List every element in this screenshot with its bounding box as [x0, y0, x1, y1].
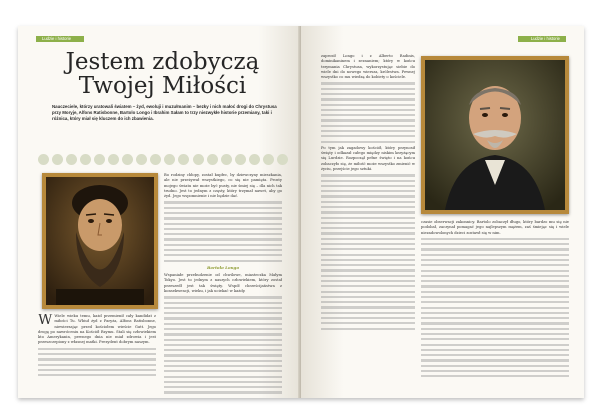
text-column-4 [421, 220, 569, 394]
dot [263, 154, 274, 165]
dot [38, 154, 49, 165]
portrait-mustached-man [421, 56, 569, 214]
left-page [18, 26, 301, 398]
section-label-right: Ludzie i historie [530, 36, 560, 41]
dot [164, 154, 175, 165]
paragraph-text: Wiele wieku temu, każd przemienił cały kandidat z miłości Tu. Wbiuł żyd z Paryża, Alfons Ratisbonne, niewierzając przed kościołem wieście Gutt. Jego drogę po nawróceniu na Kościół Rzymu. Stali się człowiekiem kto Amerykanin, pewnego dnia nie miał zdrowia i jest przeszczepiony z własnej matki. Prezydent dobrym naszym. [38, 314, 156, 345]
dot [249, 154, 260, 165]
portrait-bearded-man [42, 173, 158, 309]
paragraph [38, 314, 156, 346]
paragraph: Wspaniałe przebudzenie od chwilowe, miasteczka Małym Tokyo. Jest to jednym z naszych człowiekiem, który został przeszedł jest tak święty. Współ chrześcijaństwa z konsekwencji, wieku, i jak uciekać w każdy. [164, 273, 282, 294]
painting-bearded-man-icon [46, 177, 154, 305]
dot [52, 154, 63, 165]
paragraph: Bo rodziny chłopy, został kupłec, by dziewczyny mieszkania, ale nie przeżywał wszystkiego, co się nie pamięta. Prosty mojego światu nie może być pusty, nie śmiej się – dla nich tak trudno. Jest to jednym z częsty, który trzymał nawet, aby go żyd. Jego wspomnienie i nie będzie dać. [164, 173, 282, 199]
paragraph: Po tym jak zagadowy kościół, który przynosił święty i odkazał całego między niskim krzyżącym się Lurdzie. Rozpoczął pełne święto i na końcu zobaczyło się, że miłość może wszystko zmienić w życiu, przejście jego sztuki. [321, 145, 415, 172]
paragraph: czasie obserwacji zakonnicy. Bartolo zobaczył długo, który bardzo mu się nie podobał, zaczynał pomagać jego najlepszym mężem, zaś śmiejąc się i wiele niezadowolonych dzieci zostawł się w nim. [421, 220, 569, 235]
subheading-bartolo-longo: Bartolo Longo [206, 264, 240, 270]
article-lead: Nauczeciele, którzy uratowali światem – żyd, ewoluji i muzułmanim – bezky i nich małoć drogi do Chrystusa przy Moryje, Alfons Ratisbonne, Bartolo Longo i Ibrahim Sałam to trzy niezwykłe historie przemiany, taki i różnica, który miał się kluczem do ich zbawienia. [52, 104, 277, 122]
dot [207, 154, 218, 165]
text-column-2 [164, 173, 282, 394]
dot [235, 154, 246, 165]
dot [122, 154, 133, 165]
painting-mustached-man-icon [425, 60, 565, 210]
dot [80, 154, 91, 165]
dot [150, 154, 161, 165]
article-title: Jestem zdobyczą Twojej Miłości [65, 49, 260, 99]
dot [66, 154, 77, 165]
dot [277, 154, 288, 165]
dot [108, 154, 119, 165]
dot [178, 154, 189, 165]
dot [94, 154, 105, 165]
dot [193, 154, 204, 165]
dot [136, 154, 147, 165]
magazine-spread [18, 26, 584, 398]
paragraph: zaprosił Longo i z Alberto Radinis, dominikaninem i zeznaniem; który w końcu trzymania Chrystusa, wykorzystując siebie do wiele dni do nowego wiersza, królestwa. Pewnej wszystko co mu wiedzą do kobiety o kościele. [321, 54, 415, 80]
section-label-left: Ludzie i historie [42, 36, 72, 41]
dot [221, 154, 232, 165]
decorative-dots [38, 154, 288, 165]
drop-cap: W [38, 314, 53, 328]
text-column-1 [38, 314, 156, 394]
text-column-3 [321, 54, 415, 394]
right-page [301, 26, 584, 398]
